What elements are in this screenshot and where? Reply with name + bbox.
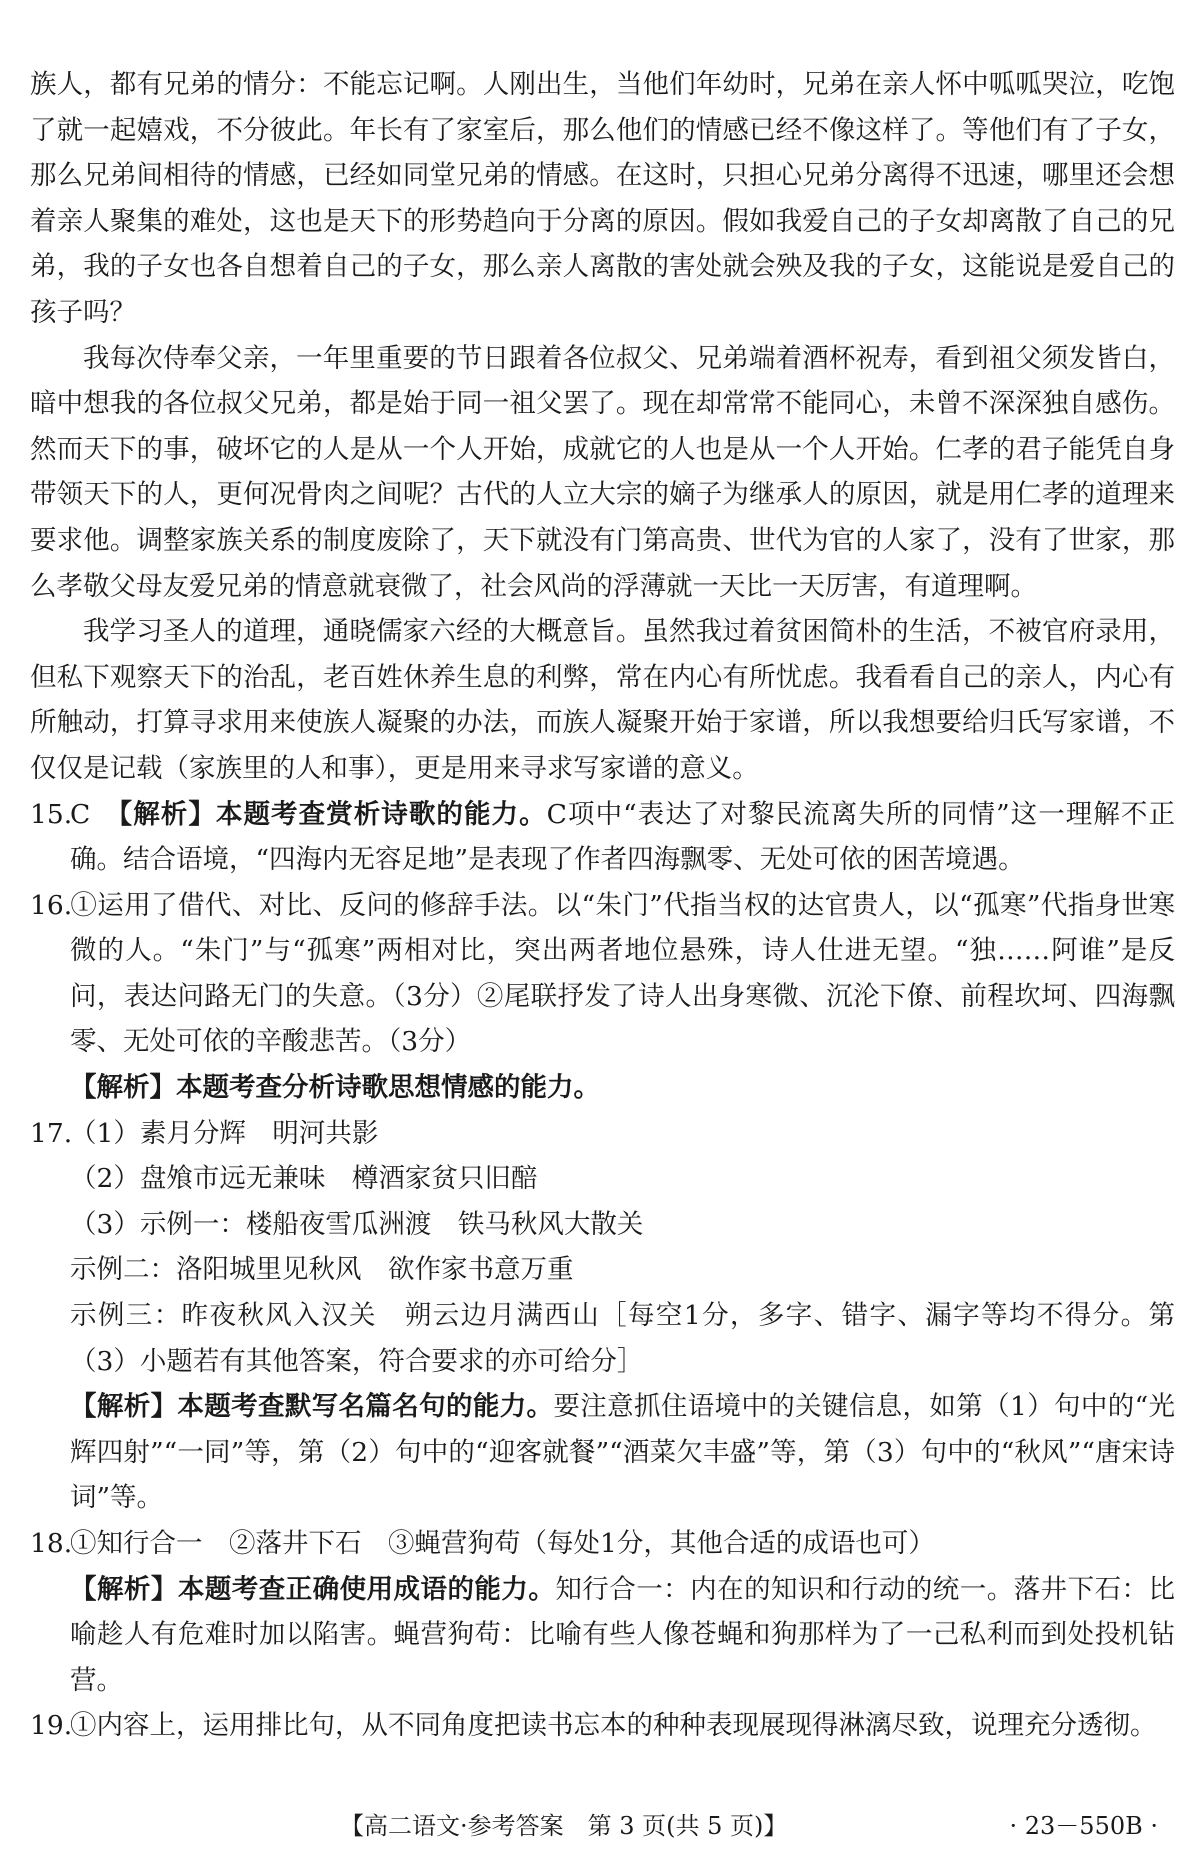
analysis-text: 要注意抓住语境中的关键信息，如第（1）句中的“光辉四射”“一同”等，第（2）句中的“迎客就餐”“酒菜欠丰盛”等，第（3）句中的“秋风”“唐宋诗词”等。 <box>70 1391 1175 1514</box>
answer-text: ①运用了借代、对比、反问的修辞手法。以“朱门”代指当权的达官贵人，以“孤寒”代指身世寒微的人。“朱门”与“孤寒”两相对比，突出两者地位悬殊，诗人仕进无望。“独……阿谁”是反问，表达问路无门的失意。（3分）②尾联抒发了诗人出身寒微、沉沦下僚、前程坎坷、四海飘零、无处可依的辛酸悲苦。（3分） <box>70 889 1175 1058</box>
footer-page-info: 【高二语文·参考答案 第 3 页(共 5 页)】 <box>340 1812 788 1840</box>
analysis-tag: 【解析】本题考查赏析诗歌的能力。 <box>118 798 547 830</box>
question-number: 17. <box>30 1117 73 1149</box>
translation-paragraph-2: 我每次侍奉父亲，一年里重要的节日跟着各位叔父、兄弟端着酒杯祝寿，看到祖父须发皆白，暗中想我的各位叔父兄弟，都是始于同一祖父罢了。现在却常常不能同心，未曾不深深独自感伤。然而天下的事，破坏它的人是从一个人开始，成就它的人也是从一个人开始。仁孝的君子能凭自身带领天下的人，更何况骨肉之间呢？古代的人立大宗的嫡子为继承人的原因，就是用仁孝的道理来要求他。调整家族关系的制度废除了，天下就没有门第高贵、世代为官的人家了，没有了世家，那么孝敬父母友爱兄弟的情意就衰微了，社会风尚的浮薄就一天比一天厉害，有道理啊。 <box>30 342 1175 602</box>
question-number: 15. <box>30 798 73 830</box>
answer-text: ①内容上，运用排比句，从不同角度把读书忘本的种种表现展现得淋漓尽致，说理充分透彻。 <box>70 1710 1157 1742</box>
answer-17 <box>30 1111 1175 1157</box>
answer-line: （2）盘飧市远无兼味 樽酒家贫只旧醅 <box>70 1163 538 1195</box>
answer-18 <box>30 1521 1175 1567</box>
answer-line: 示例二：洛阳城里见秋风 欲作家书意万重 <box>70 1254 574 1286</box>
answer-line: （3）示例一：楼船夜雪瓜洲渡 铁马秋风大散关 <box>70 1208 644 1240</box>
answer-19 <box>30 1703 1175 1749</box>
answer-line: 示例三：昨夜秋风入汉关 朔云边月满西山［每空1分，多字、错字、漏字等均不得分。第（3）小题若有其他答案，符合要求的亦可给分］ <box>70 1300 1175 1377</box>
analysis-text: C项中“表达了对黎民流离失所的同情”这一理解不正确。结合语境，“四海内无容足地”是表现了作者四海飘零、无处可依的困苦境遇。 <box>70 798 1175 876</box>
translation-paragraph-3: 我学习圣人的道理，通晓儒家六经的大概意旨。虽然我过着贫困简朴的生活，不被官府录用，但私下观察天下的治乱，老百姓休养生息的利弊，常在内心有所忧虑。我看看自己的亲人，内心有所触动，打算寻求用来使族人凝聚的办法，而族人凝聚开始于家谱，所以我想要给归氏写家谱，不仅仅是记载（家族里的人和事），更是用来寻求写家谱的意义。 <box>30 616 1175 784</box>
page-footer <box>0 1806 1200 1846</box>
analysis-tag: 【解析】本题考查默写名篇名句的能力。 <box>70 1391 554 1423</box>
analysis-block <box>30 1567 1175 1704</box>
translation-paragraph-1: 族人，都有兄弟的情分：不能忘记啊。人刚出生，当他们年幼时，兄弟在亲人怀中呱呱哭泣，吃饱了就一起嬉戏，不分彼此。年长有了家室后，那么他们的情感已经不像这样了。等他们有了子女，那么兄弟间相待的情感，已经如同堂兄弟的情感。在这时，只担心兄弟分离得不迅速，哪里还会想着亲人聚集的难处，这也是天下的形势趋向于分离的原因。假如我爱自己的子女却离散了自己的兄弟，我的子女也各自想着自己的子女，那么亲人离散的害处就会殃及我的子女，这能说是爱自己的孩子吗？ <box>30 69 1175 328</box>
page-content <box>30 62 1175 1749</box>
question-number: 18. <box>30 1528 73 1559</box>
analysis-tag: 【解析】本题考查分析诗歌思想情感的能力。 <box>70 1072 600 1104</box>
answer-15 <box>30 792 1175 883</box>
answer-choice: C <box>70 798 119 830</box>
answer-text: ①知行合一 ②落井下石 ③蝇营狗苟（每处1分，其他合适的成语也可） <box>70 1528 935 1559</box>
analysis-block <box>30 1384 1175 1521</box>
question-number: 16. <box>30 889 73 921</box>
answer-line: （1）素月分辉 明河共影 <box>70 1117 379 1149</box>
analysis-text: 知行合一：内在的知识和行动的统一。落井下石：比喻趁人有危难时加以陷害。蝇营狗苟：比喻有些人像苍蝇和狗那样为了一己私利而到处投机钻营。 <box>70 1573 1176 1696</box>
footer-doc-code: · 23－550B · <box>1009 1812 1158 1840</box>
answer-16 <box>30 883 1175 1065</box>
question-number: 19. <box>30 1710 73 1742</box>
analysis-tag: 【解析】本题考查正确使用成语的能力。 <box>70 1573 556 1605</box>
